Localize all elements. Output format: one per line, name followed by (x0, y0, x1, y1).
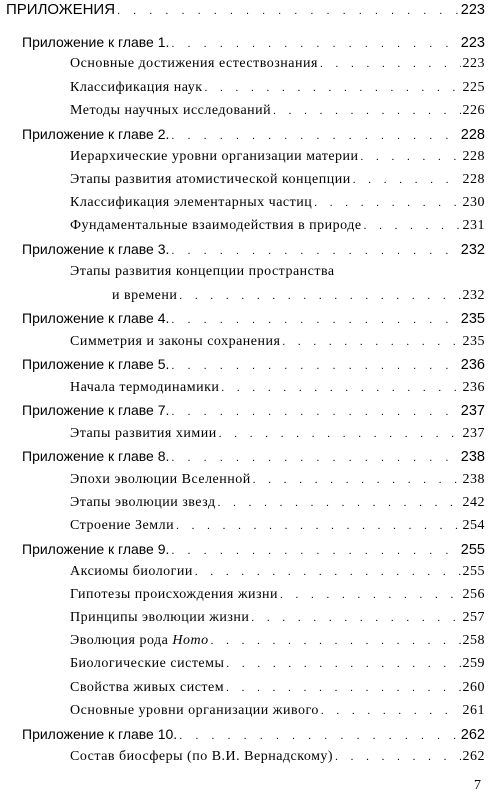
toc-entry-page: 255 (462, 564, 485, 579)
toc-entry (70, 172, 485, 188)
leader-dots (179, 730, 459, 742)
leader-dots (171, 360, 458, 372)
toc-entry (70, 680, 485, 696)
leader-dots (253, 474, 461, 486)
leader-dots (171, 545, 458, 557)
leader-dots (117, 5, 459, 17)
toc-entry-page: 262 (462, 749, 485, 764)
leader-dots (320, 58, 461, 70)
toc-entry-page: 237 (462, 426, 485, 441)
toc-entry-page: 256 (462, 587, 485, 602)
toc-entry-title: Иерархические уровни организации материи (70, 149, 359, 164)
leader-dots (171, 452, 458, 464)
toc-entry-title: Принципы эволюции жизни (70, 610, 250, 625)
toc-entry-title: Основные уровни организации живого (70, 703, 319, 718)
toc-entry-page: 235 (462, 334, 485, 349)
leader-dots (314, 197, 460, 209)
toc-entry-chapter-4 (22, 310, 485, 327)
leader-dots (176, 520, 460, 532)
toc-entry-title: Классификация наук (70, 80, 203, 95)
toc-entry-chapter-3 (22, 241, 485, 258)
toc-entry-title: Приложение к главе 9. (22, 541, 170, 557)
page-number: 7 (474, 778, 481, 793)
leader-dots (171, 130, 458, 142)
leader-dots (280, 589, 460, 601)
toc-entry-chapter-9 (22, 541, 485, 558)
toc-entry-title: ПРИЛОЖЕНИЯ (6, 1, 116, 18)
toc-entry-title: Приложение к главе 1. (22, 34, 170, 50)
leader-dots (221, 382, 460, 394)
toc-entry-title: Начала термодинамики (70, 380, 220, 395)
toc-entry-page: 223 (462, 56, 485, 71)
toc-entry-page: 242 (462, 495, 485, 510)
toc-entry-title: Этапы эволюции звезд (70, 495, 216, 510)
toc-entry (70, 472, 485, 488)
toc-entry-page: 231 (462, 218, 485, 233)
toc-entry (70, 749, 485, 765)
toc-entry-title (70, 633, 209, 649)
leader-dots (171, 38, 458, 50)
toc-entry-title: Симметрия и законы сохранения (70, 334, 281, 349)
toc-entry-title: Этапы развития атомистической концепции (70, 172, 351, 187)
toc-entry-title: Этапы развития химии (70, 426, 217, 441)
toc-entry-page: 257 (462, 610, 485, 625)
toc-entry-title: и времени (112, 288, 178, 303)
toc-entry-page: 238 (460, 449, 485, 465)
toc-entry-chapter-2 (22, 126, 485, 143)
toc-entry-page: 236 (462, 380, 485, 395)
toc-entry-title: Строение Земли (70, 518, 175, 533)
toc-entry-title-line1: Этапы развития концепции пространства (70, 264, 335, 279)
toc-entry-title: Методы научных исследований (70, 103, 272, 118)
toc-entry-title: Приложение к главе 7. (22, 402, 170, 418)
toc-entry-page: 226 (462, 103, 485, 118)
toc-entry-title: Эпохи эволюции Вселенной (70, 472, 251, 487)
toc-entry-title-italic: Homo (172, 633, 209, 648)
toc-entry-page: 237 (460, 403, 485, 419)
toc-entry (70, 610, 485, 626)
leader-dots (335, 751, 460, 763)
toc-entry (70, 80, 485, 96)
leader-dots (251, 612, 460, 624)
leader-dots (361, 151, 461, 163)
leader-dots (179, 290, 460, 302)
toc-entry (70, 564, 485, 580)
toc-entry-page: 225 (462, 80, 485, 95)
toc-entry-page: 236 (460, 357, 485, 373)
toc-entry (70, 380, 485, 396)
toc-entry-page: 255 (460, 542, 485, 558)
toc-entry-title: Приложение к главе 2. (22, 126, 170, 142)
toc-entry-page: 258 (462, 633, 485, 648)
toc-entry-page: 259 (462, 656, 485, 671)
leader-dots (282, 336, 460, 348)
leader-dots (353, 174, 461, 186)
leader-dots (211, 635, 461, 647)
toc-entry-page: 232 (462, 288, 485, 303)
leader-dots (171, 314, 458, 326)
toc-entry (70, 56, 485, 72)
leader-dots (205, 82, 461, 94)
toc-entry-page: 223 (460, 2, 485, 18)
toc-entry-page: 260 (462, 680, 485, 695)
toc-entry-page: 228 (462, 172, 485, 187)
toc-entry-page: 238 (462, 472, 485, 487)
toc-entry-title: Состав биосферы (по В.И. Вернадскому) (70, 749, 334, 764)
leader-dots (321, 705, 461, 717)
toc-entry (70, 518, 485, 534)
toc-entry-page: 235 (460, 311, 485, 327)
toc-entry (70, 633, 485, 649)
toc-entry-chapter-1 (22, 34, 485, 51)
toc-entry-page: 261 (462, 703, 485, 718)
toc-entry-title-prefix: Эволюция рода (70, 633, 173, 648)
toc-entry-title: Фундаментальные взаимодействия в природе (70, 218, 362, 233)
toc-entry-chapter-5 (22, 356, 485, 373)
toc-entry-chapter-8 (22, 448, 485, 465)
leader-dots (219, 428, 461, 440)
toc-entry-title: Свойства живых систем (70, 680, 225, 695)
leader-dots (171, 245, 458, 257)
toc-entry (70, 103, 485, 119)
toc-entry-title: Основные достижения естествознания (70, 56, 318, 71)
toc-entry-page: 232 (460, 242, 485, 258)
toc-entry-title: Биологические системы (70, 656, 225, 671)
toc-entry-title: Приложение к главе 8. (22, 448, 170, 464)
toc-entry (70, 587, 485, 603)
toc-entry-title: Классификация элементарных частиц (70, 195, 313, 210)
toc-entry (70, 426, 485, 442)
leader-dots (226, 658, 460, 670)
leader-dots (273, 105, 460, 117)
toc-entry-appendices (6, 1, 485, 18)
toc-entry (70, 149, 485, 165)
toc-entry-page: 228 (462, 149, 485, 164)
toc-entry (70, 703, 485, 719)
toc-entry-chapter-10 (22, 726, 485, 743)
toc-entry-page: 228 (460, 127, 485, 143)
leader-dots (226, 682, 460, 694)
toc-entry-page: 223 (460, 35, 485, 51)
toc-entry-title: Гипотезы происхождения жизни (70, 587, 279, 602)
toc-entry-page: 254 (462, 518, 485, 533)
toc-entry-page: 230 (462, 195, 485, 210)
toc-entry (70, 195, 485, 211)
toc-entry (112, 288, 485, 304)
toc-entry-title: Приложение к главе 5. (22, 356, 170, 372)
leader-dots (364, 220, 461, 232)
leader-dots (195, 566, 461, 578)
toc-entry-title: Приложение к главе 4. (22, 310, 170, 326)
toc-entry-chapter-7 (22, 402, 485, 419)
toc-entry (70, 218, 485, 234)
toc-entry-title: Аксиомы биологии (70, 564, 193, 579)
leader-dots (171, 406, 458, 418)
toc-entry (70, 334, 485, 350)
toc-entry-title: Приложение к главе 10. (22, 726, 178, 742)
toc-entry (70, 656, 485, 672)
toc-entry-page: 262 (460, 727, 485, 743)
toc-entry (70, 495, 485, 511)
toc-entry-title: Приложение к главе 3. (22, 241, 170, 257)
leader-dots (218, 497, 461, 509)
